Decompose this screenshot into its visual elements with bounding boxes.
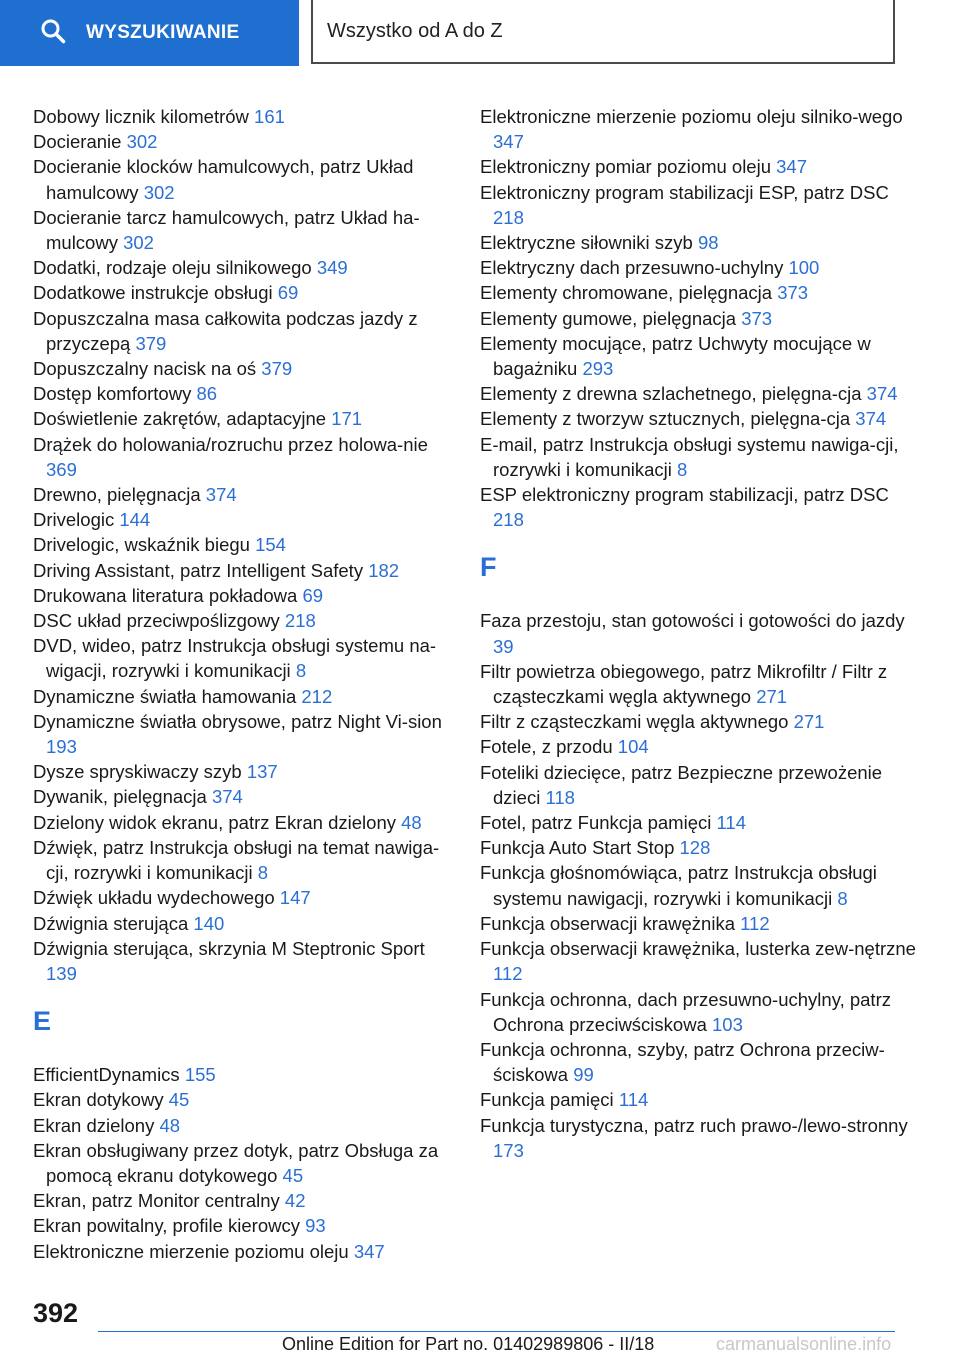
edition-text: Online Edition for Part no. 01402989806 - II/18 xyxy=(282,1334,655,1354)
index-entry xyxy=(480,432,920,482)
page-reference-link[interactable]: 373 xyxy=(777,282,809,304)
index-entry-text: Drivelogic xyxy=(33,509,120,531)
index-entry xyxy=(480,482,920,532)
page-reference-link[interactable]: 218 xyxy=(493,509,524,531)
index-entry-text: Elektroniczne mierzenie poziomu oleju silniko‐wego xyxy=(480,106,903,127)
index-entry-text: Drewno, pielęgnacja xyxy=(33,484,206,506)
index-entry-text: Faza przestoju, stan gotowości i gotowości do jazdy xyxy=(480,610,905,632)
page-reference-link[interactable]: 379 xyxy=(261,358,293,380)
index-entry xyxy=(33,1213,453,1238)
page-reference-link[interactable]: 39 xyxy=(493,635,514,657)
page-reference-link[interactable]: 48 xyxy=(401,811,422,833)
index-entry-text: Funkcja pamięci xyxy=(480,1089,619,1111)
index-column-left xyxy=(33,104,453,1264)
index-column-right xyxy=(480,104,920,1163)
index-entry xyxy=(33,810,453,835)
page-reference-link[interactable]: 45 xyxy=(168,1089,190,1111)
index-entry xyxy=(480,734,920,759)
page-reference-link[interactable]: 8 xyxy=(837,887,848,909)
index-entry xyxy=(33,280,453,305)
page-reference-link[interactable]: 69 xyxy=(277,282,299,304)
index-entry xyxy=(33,1138,453,1188)
index-entry-text: Funkcja ochronna, dach przesuwno-uchylny, patrz Ochrona przeciwściskowa xyxy=(480,988,891,1035)
index-entry xyxy=(480,1087,920,1112)
index-entry xyxy=(33,583,453,608)
index-entry xyxy=(480,180,920,230)
index-entry-text: Elementy z tworzyw sztucznych, pielęgna‐cja xyxy=(480,408,856,430)
index-letter-heading: E xyxy=(33,1006,52,1037)
page-reference-link[interactable]: 193 xyxy=(46,736,77,758)
index-entry xyxy=(480,1113,920,1163)
index-entry-text: Dźwięk układu wydechowego xyxy=(33,887,280,909)
index-entry xyxy=(480,381,920,406)
index-entry-text: Funkcja Auto Start Stop xyxy=(480,837,680,859)
index-entry xyxy=(33,1113,453,1138)
index-entry xyxy=(33,1087,453,1112)
index-entry-text: Filtr powietrza obiegowego, patrz Mikrofiltr / Filtr z cząsteczkami węgla aktywnego xyxy=(480,660,888,708)
page-reference-link[interactable]: 373 xyxy=(741,307,773,329)
index-entry xyxy=(33,306,453,356)
page-reference-link[interactable]: 98 xyxy=(697,232,719,254)
index-entry-text: EfficientDynamics xyxy=(33,1064,185,1086)
page-reference-link[interactable]: 139 xyxy=(46,962,77,984)
index-entry-text: Dobowy licznik kilometrów xyxy=(33,106,255,127)
index-entry xyxy=(33,381,453,406)
page-reference-link[interactable]: 147 xyxy=(279,887,311,909)
index-entry-text: Fotel, patrz Funkcja pamięci xyxy=(480,812,717,834)
index-entry-text: E-mail, patrz Instrukcja obsługi systemu nawiga‐cji, rozrywki i komunikacji xyxy=(480,433,899,480)
index-entry xyxy=(33,1188,453,1213)
page-reference-link[interactable]: 100 xyxy=(788,257,820,279)
index-entry-text: Elektroniczny program stabilizacji ESP, patrz DSC xyxy=(480,181,889,203)
index-entry xyxy=(480,709,920,734)
page-reference-link[interactable]: 218 xyxy=(493,206,524,228)
index-entry xyxy=(480,104,920,154)
page-reference-link[interactable]: 347 xyxy=(353,1240,385,1262)
index-entry xyxy=(33,936,453,986)
index-entry xyxy=(33,255,453,280)
index-entry-text: Filtr z cząsteczkami węgla aktywnego xyxy=(480,711,794,733)
index-entry-text: Doświetlenie zakrętów, adaptacyjne xyxy=(33,408,332,430)
page-reference-link[interactable]: 112 xyxy=(493,963,523,985)
page-reference-link[interactable]: 349 xyxy=(316,257,348,279)
page-reference-link[interactable]: 271 xyxy=(793,711,825,733)
page-reference-link[interactable]: 8 xyxy=(295,660,307,682)
index-entry xyxy=(480,860,920,910)
index-entry-text: Funkcja ochronna, szyby, patrz Ochrona przeciw‐ściskowa xyxy=(480,1038,885,1086)
page-reference-link[interactable]: 118 xyxy=(545,786,575,808)
page-reference-link[interactable]: 112 xyxy=(740,912,770,934)
index-entry xyxy=(480,911,920,936)
index-entry xyxy=(480,255,920,280)
index-entry-text: Funkcja obserwacji krawężnika xyxy=(480,912,741,934)
page-reference-link[interactable]: 302 xyxy=(143,181,175,203)
index-letter-heading: F xyxy=(480,552,497,583)
index-entry-text: Dynamiczne światła hamowania xyxy=(33,685,302,707)
index-entry-text: ESP elektroniczny program stabilizacji, patrz DSC xyxy=(480,484,889,506)
index-entry xyxy=(480,760,920,810)
page-reference-link[interactable]: 48 xyxy=(159,1114,181,1136)
page-reference-link[interactable]: 93 xyxy=(305,1215,326,1237)
index-entry-text: Ekran, patrz Monitor centralny xyxy=(33,1190,285,1212)
index-entry xyxy=(480,406,920,431)
index-entry-text: Dodatkowe instrukcje obsługi xyxy=(33,282,278,304)
index-entry-text: Dysze spryskiwaczy szyb xyxy=(33,761,247,783)
index-entry-text: Funkcja głośnomówiąca, patrz Instrukcja obsługi systemu nawigacji, rozrywki i komunikacji xyxy=(480,862,877,909)
index-entry xyxy=(33,507,453,532)
page-reference-link[interactable]: 374 xyxy=(205,484,237,506)
magnifier-icon xyxy=(40,18,66,49)
index-entry-text: Elementy z drewna szlachetnego, pielęgna‐cja xyxy=(480,383,867,405)
index-entry xyxy=(33,633,453,683)
index-entry-text: Elementy mocujące, patrz Uchwyty mocujące w bagażniku xyxy=(480,332,871,380)
index-entry-text: Fotele, z przodu xyxy=(480,736,618,758)
footer-divider xyxy=(98,1331,895,1332)
page-reference-link[interactable]: 103 xyxy=(712,1013,743,1035)
index-entry-text: Driving Assistant, patrz Intelligent Safety xyxy=(33,559,369,581)
index-entry xyxy=(480,987,920,1037)
index-entry-text: Dopuszczalna masa całkowita podczas jazdy z przyczepą xyxy=(33,307,418,354)
page-reference-link[interactable]: 155 xyxy=(184,1064,216,1086)
index-entry xyxy=(480,230,920,255)
page-reference-link[interactable]: 293 xyxy=(582,358,614,380)
search-button[interactable] xyxy=(0,0,299,66)
index-entry xyxy=(480,306,920,331)
page-reference-link[interactable]: 114 xyxy=(716,812,746,834)
index-entry xyxy=(480,936,920,986)
index-entry-text: Docieranie xyxy=(33,131,127,153)
page-reference-link[interactable]: 302 xyxy=(123,232,154,254)
index-entry xyxy=(480,835,920,860)
index-entry xyxy=(33,154,453,204)
page-reference-link[interactable]: 144 xyxy=(119,509,151,531)
index-entry xyxy=(480,1037,920,1087)
page-reference-link[interactable]: 140 xyxy=(193,912,225,934)
page-reference-link[interactable]: 379 xyxy=(135,332,167,354)
index-entry xyxy=(33,684,453,709)
index-entry-text: Elektryczne siłowniki szyb xyxy=(480,232,698,254)
index-entry-text: Elektroniczny pomiar poziomu oleju xyxy=(480,156,777,178)
index-entry-text: Foteliki dziecięce, patrz Bezpieczne przewożenie dzieci xyxy=(480,761,883,808)
page-reference-link[interactable]: 182 xyxy=(368,559,400,581)
index-entry-text: Ekran dzielony xyxy=(33,1114,160,1136)
index-entry xyxy=(33,104,453,129)
search-label: WYSZUKIWANIE xyxy=(86,22,240,43)
index-entry-text: Elementy gumowe, pielęgnacja xyxy=(480,307,742,329)
index-entry-text: Ekran powitalny, profile kierowcy xyxy=(33,1215,306,1237)
page-reference-link[interactable]: 347 xyxy=(493,131,524,153)
page-reference-link[interactable]: 171 xyxy=(331,408,363,430)
index-entry-text: DSC układ przeciwpoślizgowy xyxy=(33,610,285,632)
page-reference-link[interactable]: 374 xyxy=(866,383,898,405)
index-entry-text: Docieranie tarcz hamulcowych, patrz Układ ha‐mulcowy xyxy=(33,206,420,254)
index-entry-text: Elektroniczne mierzenie poziomu oleju xyxy=(33,1240,354,1262)
index-entry xyxy=(480,608,920,658)
index-entry-text: Docieranie klocków hamulcowych, patrz Układ hamulcowy xyxy=(33,156,414,203)
page-reference-link[interactable]: 114 xyxy=(618,1089,649,1111)
page-reference-link[interactable]: 271 xyxy=(756,686,788,708)
page-reference-link[interactable]: 218 xyxy=(284,610,316,632)
index-entry xyxy=(480,331,920,381)
index-entry xyxy=(33,432,453,482)
index-entry-text: Funkcja turystyczna, patrz ruch prawo-/lewo‐stronny xyxy=(480,1114,908,1136)
page-number: 392 xyxy=(33,1298,79,1328)
index-entry xyxy=(33,709,453,759)
page-reference-link[interactable]: 369 xyxy=(46,458,77,480)
index-entry xyxy=(33,1239,453,1264)
page-reference-link[interactable]: 42 xyxy=(284,1190,306,1212)
watermark: carmanualsonline.info xyxy=(716,1334,892,1354)
page-reference-link[interactable]: 212 xyxy=(301,685,333,707)
page-reference-link[interactable]: 374 xyxy=(855,408,887,430)
index-entry-text: DVD, wideo, patrz Instrukcja obsługi systemu na‐wigacji, rozrywki i komunikacji xyxy=(33,635,437,682)
page-reference-link[interactable]: 128 xyxy=(679,837,711,859)
index-entry xyxy=(480,280,920,305)
page-reference-link[interactable]: 99 xyxy=(573,1064,594,1086)
page-reference-link[interactable]: 86 xyxy=(196,383,218,405)
index-entry xyxy=(33,356,453,381)
index-entry-text: Dźwięk, patrz Instrukcja obsługi na temat nawiga‐cji, rozrywki i komunikacji xyxy=(33,836,440,884)
index-entry xyxy=(33,885,453,910)
index-entry xyxy=(33,406,453,431)
index-entry-text: Drążek do holowania/rozruchu przez holowa‐nie xyxy=(33,433,428,455)
page-reference-link[interactable]: 137 xyxy=(246,761,278,783)
index-entry-text: Elektryczny dach przesuwno-uchylny xyxy=(480,257,789,279)
index-entry xyxy=(33,532,453,557)
index-entry xyxy=(33,608,453,633)
index-entry xyxy=(480,659,920,709)
index-entry-text: Dostęp komfortowy xyxy=(33,383,197,405)
index-entry-text: Dywanik, pielęgnacja xyxy=(33,786,212,808)
index-entry xyxy=(480,154,920,179)
page-reference-link[interactable]: 8 xyxy=(677,458,688,480)
page-reference-link[interactable]: 8 xyxy=(257,862,269,884)
page-reference-link[interactable]: 104 xyxy=(617,736,649,758)
page-reference-link[interactable]: 69 xyxy=(302,584,324,606)
index-entry-text: Ekran dotykowy xyxy=(33,1089,169,1111)
index-entry-text: Drukowana literatura pokładowa xyxy=(33,584,303,606)
index-entry-text: Dzielony widok ekranu, patrz Ekran dzielony xyxy=(33,811,402,833)
index-entry xyxy=(33,558,453,583)
index-entry-text: Drivelogic, wskaźnik biegu xyxy=(33,534,256,556)
page-reference-link[interactable]: 302 xyxy=(126,131,158,153)
index-entry-text: Dźwignia sterująca, skrzynia M Steptronic Sport xyxy=(33,937,425,959)
index-entry-text: Elementy chromowane, pielęgnacja xyxy=(480,282,778,304)
page-reference-link[interactable]: 173 xyxy=(493,1139,524,1161)
index-entry-text: Ekran obsługiwany przez dotyk, patrz Obsługa za pomocą ekranu dotykowego xyxy=(33,1139,439,1186)
page-reference-link[interactable]: 347 xyxy=(776,156,808,178)
section-title: Wszystko od A do Z xyxy=(311,0,895,64)
index-entry xyxy=(480,810,920,835)
index-entry xyxy=(33,1062,453,1087)
index-entry-text: Dodatki, rodzaje oleju silnikowego xyxy=(33,257,317,279)
top-bar xyxy=(0,0,960,66)
index-entry xyxy=(33,482,453,507)
index-entry xyxy=(33,835,453,885)
page-reference-link[interactable]: 154 xyxy=(255,534,286,556)
index-entry-text: Dynamiczne światła obrysowe, patrz Night Vi‐sion xyxy=(33,710,442,732)
index-entry xyxy=(33,759,453,784)
page-reference-link[interactable]: 374 xyxy=(211,786,243,808)
index-entry-text: Dźwignia sterująca xyxy=(33,912,194,934)
index-entry-text: Funkcja obserwacji krawężnika, lusterka zew‐nętrzne xyxy=(480,938,916,960)
index-entry-text: Dopuszczalny nacisk na oś xyxy=(33,358,262,380)
index-entry xyxy=(33,784,453,809)
index-entry xyxy=(33,205,453,255)
page-reference-link[interactable]: 45 xyxy=(282,1164,304,1186)
index-entry xyxy=(33,129,453,154)
page-reference-link[interactable]: 161 xyxy=(254,106,285,127)
index-entry xyxy=(33,911,453,936)
